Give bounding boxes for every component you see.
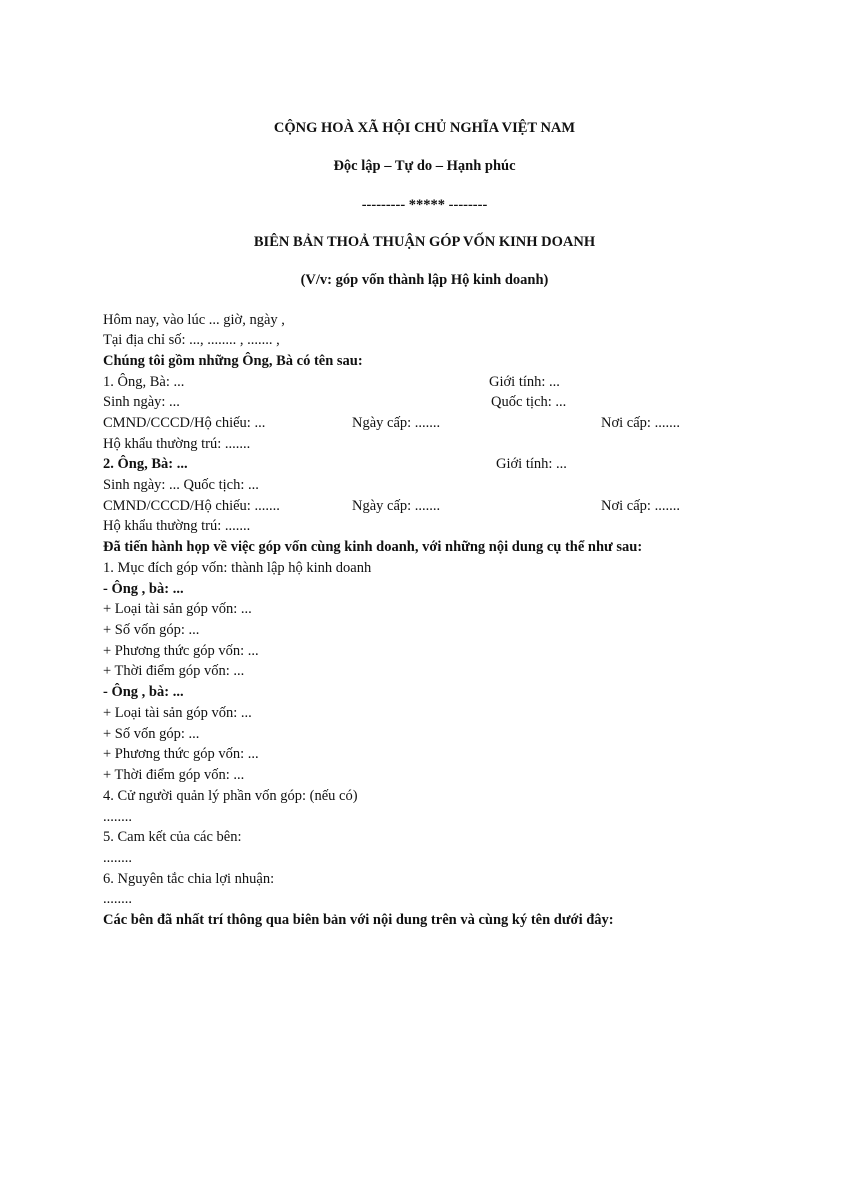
contributor2-asset-type: + Loại tài sản góp vốn: ...: [103, 705, 252, 721]
person2-issue-place: Nơi cấp: .......: [601, 498, 680, 514]
commitment-dots: ........: [103, 850, 132, 866]
commitment-item: 5. Cam kết của các bên:: [103, 829, 242, 845]
person1-name: 1. Ông, Bà: ...: [103, 374, 185, 390]
person2-issue-date: Ngày cấp: .......: [352, 498, 441, 514]
person1-gender: Giới tính: ...: [489, 374, 560, 390]
motto: Độc lập – Tự do – Hạnh phúc: [333, 158, 516, 174]
closing-statement: Các bên đã nhất trí thông qua biên bản với nội dung trên và cùng ký tên dưới đây:: [103, 912, 614, 928]
separator: --------- ***** --------: [361, 197, 488, 213]
contributor1-amount: + Số vốn góp: ...: [103, 622, 200, 638]
contributor1-asset-type: + Loại tài sản góp vốn: ...: [103, 601, 252, 617]
contributor1-label: - Ông , bà: ...: [103, 581, 184, 597]
person2-name: 2. Ông, Bà: ...: [103, 456, 188, 472]
meeting-heading: Đã tiến hành họp về việc góp vốn cùng kinh doanh, với những nội dung cụ thể như sau:: [103, 539, 643, 555]
person2-id: CMND/CCCD/Hộ chiếu: .......: [103, 498, 280, 514]
person1-dob: Sinh ngày: ...: [103, 394, 180, 410]
members-heading: Chúng tôi gồm những Ông, Bà có tên sau:: [103, 353, 363, 369]
document-title: BIÊN BẢN THOẢ THUẬN GÓP VỐN KINH DOANH: [253, 234, 596, 250]
country-heading: CỘNG HOÀ XÃ HỘI CHỦ NGHĨA VIỆT NAM: [273, 120, 576, 136]
manager-dots: ........: [103, 809, 132, 825]
person2-gender: Giới tính: ...: [496, 456, 567, 472]
contributor2-label: - Ông , bà: ...: [103, 684, 184, 700]
meeting-address: Tại địa chỉ số: ..., ........ , ....... ,: [103, 332, 280, 348]
person2-residence: Hộ khẩu thường trú: .......: [103, 518, 251, 534]
contributor2-time: + Thời điểm góp vốn: ...: [103, 767, 245, 783]
contributor1-method: + Phương thức góp vốn: ...: [103, 643, 259, 659]
manager-item: 4. Cử người quản lý phần vốn góp: (nếu có): [103, 788, 358, 804]
contributor2-amount: + Số vốn góp: ...: [103, 726, 200, 742]
person1-id: CMND/CCCD/Hộ chiếu: ...: [103, 415, 266, 431]
person1-issue-place: Nơi cấp: .......: [601, 415, 680, 431]
contributor1-time: + Thời điểm góp vốn: ...: [103, 663, 245, 679]
meeting-time: Hôm nay, vào lúc ... giờ, ngày ,: [103, 312, 285, 328]
profit-dots: ........: [103, 891, 132, 907]
contributor2-method: + Phương thức góp vốn: ...: [103, 746, 259, 762]
person1-residence: Hộ khẩu thường trú: .......: [103, 436, 251, 452]
purpose: 1. Mục đích góp vốn: thành lập hộ kinh doanh: [103, 560, 372, 576]
profit-item: 6. Nguyên tắc chia lợi nhuận:: [103, 871, 275, 887]
document-subtitle: (V/v: góp vốn thành lập Hộ kinh doanh): [300, 272, 549, 288]
person1-issue-date: Ngày cấp: .......: [352, 415, 441, 431]
person2-dob-nationality: Sinh ngày: ... Quốc tịch: ...: [103, 477, 259, 493]
person1-nationality: Quốc tịch: ...: [491, 394, 567, 410]
